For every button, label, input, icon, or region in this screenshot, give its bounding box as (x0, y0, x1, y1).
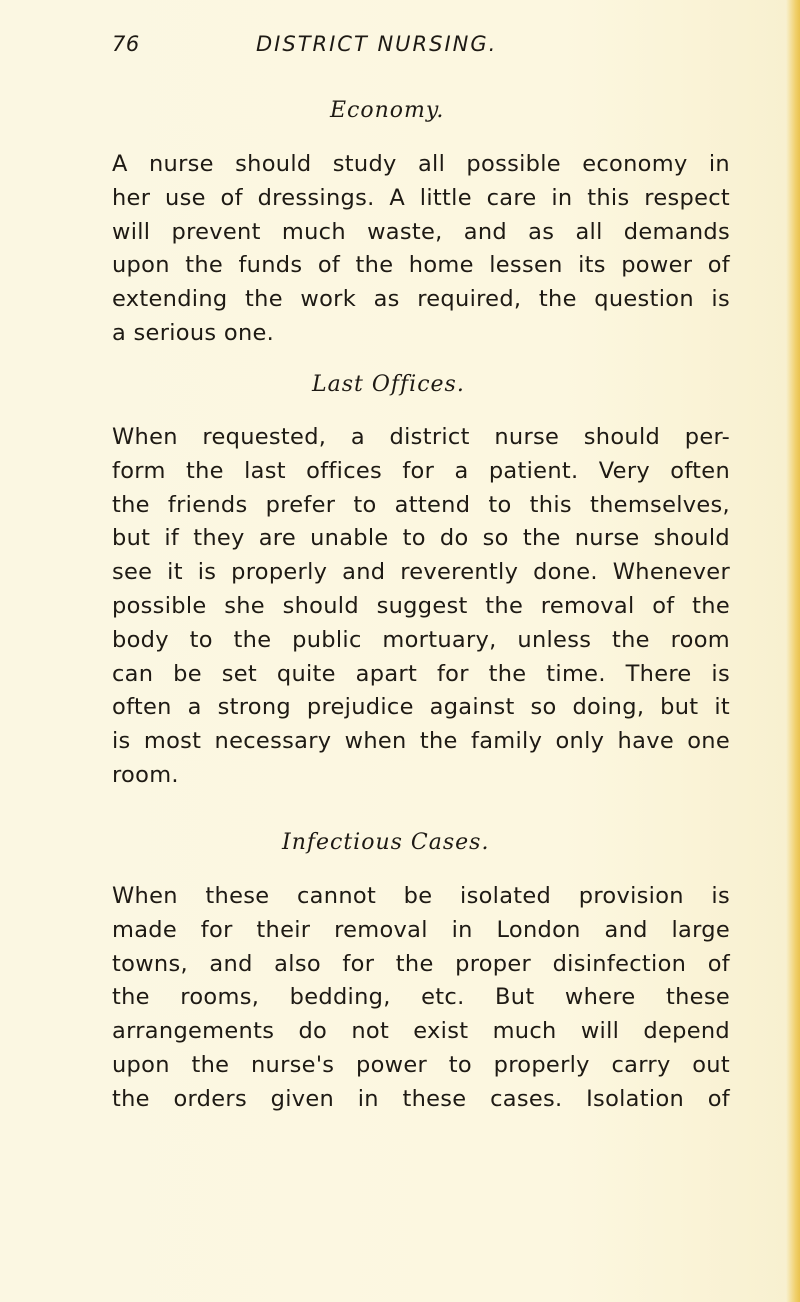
paragraph-infectious-cases (112, 880, 730, 1117)
text-line: will prevent much waste, and as all demands (112, 218, 730, 245)
text-line: is most necessary when the family only have one (112, 728, 730, 755)
section-heading-economy: Economy. (330, 98, 445, 123)
text-line: upon the funds of the home lessen its power of (112, 252, 730, 279)
text-line: form the last offices for a patient. Very often (112, 457, 730, 484)
text-line: room. (112, 761, 179, 788)
text-line: the rooms, bedding, etc. But where these (112, 984, 730, 1011)
text-line: made for their removal in London and large (112, 916, 730, 943)
page-header (112, 32, 732, 72)
text-line: upon the nurse's power to properly carry out (112, 1051, 730, 1078)
text-line: When requested, a district nurse should per- (112, 424, 730, 450)
section-heading-last-offices: Last Offices. (312, 372, 465, 397)
text-line: extending the work as required, the question is (112, 286, 730, 313)
section-heading-infectious-cases: Infectious Cases. (282, 830, 490, 855)
text-line: the friends prefer to attend to this themselves, (112, 491, 730, 518)
text-line: possible she should suggest the removal of the (112, 592, 730, 619)
text-line: body to the public mortuary, unless the room (112, 626, 730, 653)
text-line: arrangements do not exist much will depend (112, 1018, 730, 1045)
paragraph-economy (112, 148, 730, 351)
text-line: see it is properly and reverently done. Whenever (112, 559, 730, 586)
running-head: DISTRICT NURSING. (256, 32, 498, 56)
text-line: a serious one. (112, 319, 275, 346)
paragraph-last-offices (112, 421, 730, 793)
text-line: often a strong prejudice against so doing, but it (112, 694, 730, 721)
text-line: the orders given in these cases. Isolation of (112, 1085, 730, 1112)
text-line: A nurse should study all possible economy in (112, 151, 730, 177)
page-edge-shading (786, 0, 800, 1302)
text-line: When these cannot be isolated provision is (112, 883, 730, 909)
text-line: can be set quite apart for the time. There is (112, 660, 730, 687)
page-number: 76 (112, 32, 140, 56)
text-line: towns, and also for the proper disinfection of (112, 950, 730, 977)
text-line: her use of dressings. A little care in this respect (112, 184, 730, 211)
text-line: but if they are unable to do so the nurse should (112, 525, 730, 552)
